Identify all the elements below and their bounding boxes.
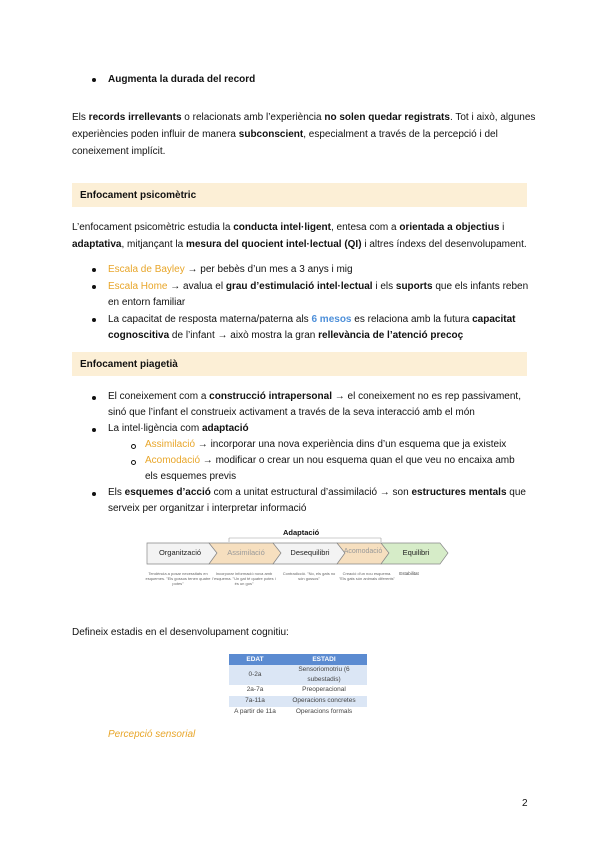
diagram-graphic xyxy=(145,524,450,606)
desc-organitzacio: Tendència a posar necessitats en esquemes. "Els gossos tenen quatre potes" xyxy=(145,571,211,586)
bullet-marker xyxy=(92,268,96,272)
table-row xyxy=(229,707,367,718)
section-title: Enfocament piagetià xyxy=(80,359,178,370)
sub-bullet-marker xyxy=(131,460,136,465)
table-row xyxy=(229,685,367,696)
bullet-marker xyxy=(92,285,96,289)
piaget-bullet-esquemes-line2: serveix per organitzar i interpretar informació xyxy=(108,503,307,514)
psico-para-line2: adaptativa, mitjançant la mesura del quocient intel·lectual (QI) i altres índexs del desenvolupament. xyxy=(72,239,527,250)
piaget-sub-acomodacio-line2: els esquemes previs xyxy=(145,471,237,482)
piaget-bullet-construccio: El coneixement com a construcció intrapersonal → el coneixement no es rep passivament, xyxy=(108,391,521,402)
piaget-sub-acomodacio: Acomodació → modificar o crear un nou esquema quan el que veu no encaixa amb xyxy=(145,455,515,466)
piaget-sub-assimilacio: Assimilació → incorporar una nova experiència dins d’un esquema que ja existeix xyxy=(145,439,507,450)
psico-bullet-home: Escala Home → avalua el grau d’estimulació intel·lectual i els suports que els infants reben xyxy=(108,281,529,292)
table-cell-edat: 2a-7a xyxy=(229,685,281,696)
psico-bullet-resposta-line2: cognoscitiva de l’infant → això mostra la gran rellevància de l’atenció precoç xyxy=(108,330,464,341)
psico-bullet-home-line2: en entorn familiar xyxy=(108,297,186,308)
bullet-marker xyxy=(92,428,96,432)
stages-table xyxy=(229,654,367,718)
psico-bullet-bayley: Escala de Bayley → per bebès d’un mes a 3 anys i mig xyxy=(108,264,353,275)
subheading-percepcio: Percepció sensorial xyxy=(108,729,196,740)
table-row xyxy=(229,665,367,685)
psico-para-line1: L’enfocament psicomètric estudia la conducta intel·ligent, entesa com a orientada a objectius i xyxy=(72,222,505,233)
sub-bullet-marker xyxy=(131,444,136,449)
para1-line3: coneixement implícit. xyxy=(72,146,166,157)
psico-bullet-resposta: La capacitat de resposta materna/paterna als 6 mesos es relaciona amb la futura capacitat xyxy=(108,314,516,325)
table-header-row xyxy=(229,654,367,665)
table-cell-estadi: Operacions formals xyxy=(281,707,367,718)
step-desequilibri: Desequilibri xyxy=(290,548,330,557)
table-cell-edat: 0-2a xyxy=(229,665,281,685)
table-intro: Defineix estadis en el desenvolupament cognitiu: xyxy=(72,627,289,638)
piaget-bullet-construccio-line2: sinó que l’infant el construeix activament a través de la seva interacció amb el món xyxy=(108,407,475,418)
step-organitzacio: Organització xyxy=(158,548,202,557)
piaget-bullet-esquemes: Els esquemes d’acció com a unitat estructural d’assimilació → son estructures mentals que xyxy=(108,487,526,498)
bullet-marker xyxy=(92,318,96,322)
section-header-piagetia xyxy=(72,352,527,376)
diagram-header: Adaptació xyxy=(283,528,320,537)
step-assimilacio: Assimilació xyxy=(227,548,265,557)
section-title: Enfocament psicomètric xyxy=(80,190,197,201)
piaget-bullet-adaptacio: La intel·ligència com adaptació xyxy=(108,423,249,434)
desc-equilibri: Estabilitat xyxy=(399,571,419,576)
table-cell-estadi: Preoperacional xyxy=(281,685,367,696)
bullet-marker xyxy=(92,396,96,400)
table-cell-edat: 7a-11a xyxy=(229,696,281,707)
desc-acomodacio: Creació d'un nou esquema. "Els gats són animals diferents" xyxy=(339,571,395,581)
desc-desequilibri: Contradicció. "No, els gats no són gossos" xyxy=(282,571,336,581)
page-number: 2 xyxy=(522,798,528,809)
section-header-psicometric xyxy=(72,183,527,207)
table-row xyxy=(229,696,367,707)
table-cell-estadi: Sensoriomotriu (6 subestadis) xyxy=(281,665,367,685)
step-acomodacio: Acomodació xyxy=(343,548,383,555)
desc-assimilacio: Incorporar informació nova amb l'esquema. "Un gat té quatre potes i és un gos" xyxy=(212,571,276,586)
para1-line2: experiències poden influir de manera subconscient, especialment a través de la percepció i del xyxy=(72,129,498,140)
para1-line1: Els records irrellevants o relacionats amb l’experiència no solen quedar registrats. Tot i això, algunes xyxy=(72,112,536,123)
bullet-marker xyxy=(92,78,96,82)
table-cell-edat: A partir de 11a xyxy=(229,707,281,718)
step-equilibri: Equilibri xyxy=(402,548,430,557)
adaptation-diagram xyxy=(145,524,450,606)
bullet-marker xyxy=(92,492,96,496)
table-header-estadi: ESTADI xyxy=(281,654,367,665)
table-cell-estadi: Operacions concretes xyxy=(281,696,367,707)
table-header-edat: EDAT xyxy=(229,654,281,665)
intro-bullet: Augmenta la durada del record xyxy=(108,74,256,85)
